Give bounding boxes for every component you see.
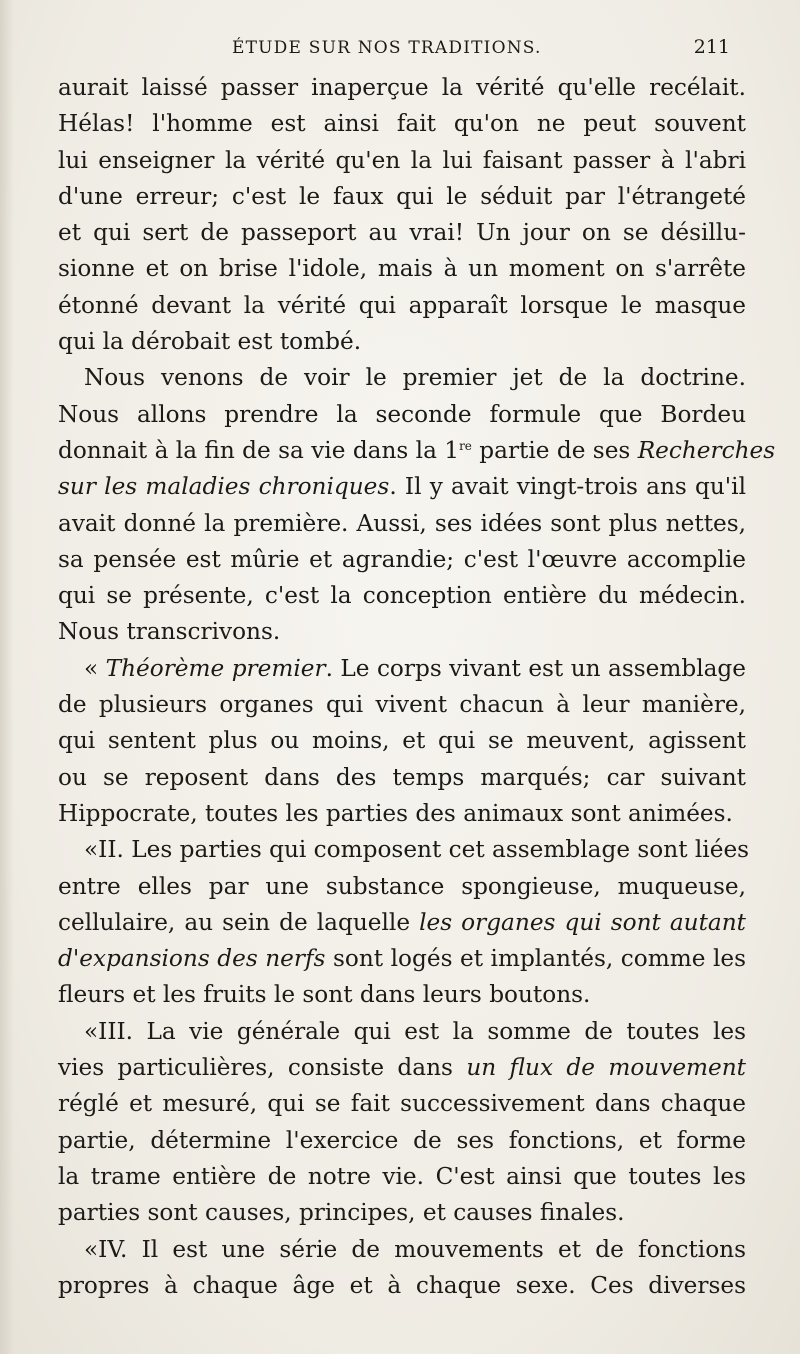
- paragraph-1: [58, 70, 746, 360]
- body-text: [58, 70, 776, 1304]
- text-line: fleurs et les fruits le sont dans leurs boutons.: [58, 981, 591, 1009]
- italic-phrase: les organes qui sont autant: [419, 908, 747, 936]
- text-run: . Le corps vivant est un assemblage: [325, 654, 746, 682]
- paragraph-5: [58, 1014, 746, 1232]
- text-line: étonné devant la vérité qui apparaît lorsque le masque: [58, 291, 746, 319]
- italic-phrase: un flux de mouvement: [466, 1054, 747, 1082]
- italic-phrase: d'expansions des nerfs: [58, 945, 326, 973]
- page-gutter-shadow: [0, 0, 14, 1354]
- text-run: cellulaire, au sein de laquelle: [58, 908, 420, 936]
- text-line: Nous transcrivons.: [58, 618, 281, 646]
- text-line: la trame entière de notre vie. C'est ainsi que toutes les: [58, 1162, 746, 1190]
- text-run: donnait à la fin de sa vie dans la 1: [58, 436, 460, 464]
- text-line: sionne et on brise l'idole, mais à un moment on s'arrête: [58, 255, 746, 283]
- text-line: qui la dérobait est tombé.: [58, 328, 362, 356]
- text-line: aurait laissé passer inaperçue la vérité qu'elle recélait.: [58, 74, 746, 101]
- paragraph-6: [58, 1232, 746, 1305]
- text-line: lui enseigner la vérité qu'en la lui faisant passer à l'abri: [58, 146, 746, 174]
- text-line: entre elles par une substance spongieuse, muqueuse,: [58, 872, 746, 900]
- text-line: «II. Les parties qui composent cet assemblage sont liées: [84, 836, 750, 864]
- text-run: vies particulières, consiste dans: [58, 1054, 467, 1082]
- text-line: [58, 941, 746, 977]
- text-line: partie, détermine l'exercice de ses fonctions, et forme: [58, 1126, 746, 1154]
- text-line: de plusieurs organes qui vivent chacun à leur manière,: [58, 691, 746, 719]
- text-line: propres à chaque âge et à chaque sexe. Ces diverses: [58, 1271, 746, 1299]
- text-line: [58, 905, 746, 941]
- italic-title: sur les maladies chroniques: [58, 473, 390, 501]
- text-line: [58, 433, 776, 469]
- text-line: [58, 651, 746, 687]
- text-line: qui sentent plus ou moins, et qui se meuvent, agissent: [58, 727, 746, 755]
- text-line: «III. La vie générale qui est la somme de toutes les: [84, 1017, 746, 1045]
- paragraph-2: [58, 360, 776, 650]
- text-line: réglé et mesuré, qui se fait successivement dans chaque: [58, 1090, 746, 1118]
- text-line: sa pensée est mûrie et agrandie; c'est l'œuvre accomplie: [58, 545, 746, 573]
- text-line: Nous allons prendre la seconde formule que Bordeu: [58, 400, 746, 428]
- superscript-ordinal: re: [459, 438, 472, 453]
- text-line: «IV. Il est une série de mouvements et de fonctions: [84, 1235, 746, 1263]
- text-line: avait donné la première. Aussi, ses idées sont plus nettes,: [58, 509, 746, 537]
- text-line: et qui sert de passeport au vrai! Un jour on se désillu-: [58, 219, 746, 247]
- text-line: d'une erreur; c'est le faux qui le séduit par l'étrangeté: [58, 182, 746, 210]
- text-run: . Il y avait vingt-trois ans qu'il: [389, 473, 747, 501]
- paragraph-4: [58, 832, 750, 1013]
- text-line: ou se reposent dans des temps marqués; car suivant: [58, 763, 746, 791]
- text-line: [58, 1050, 746, 1086]
- text-line: parties sont causes, principes, et causes finales.: [58, 1199, 625, 1227]
- running-header: [232, 36, 730, 58]
- text-line: Hélas! l'homme est ainsi fait qu'on ne peut souvent: [58, 110, 746, 138]
- text-line: Hippocrate, toutes les parties des animaux sont animées.: [58, 799, 733, 827]
- paragraph-3: [58, 651, 746, 832]
- text-run: partie de ses: [471, 436, 638, 464]
- page-number: 211: [693, 36, 730, 58]
- italic-title: Recherches: [637, 436, 776, 464]
- running-title: ÉTUDE SUR NOS TRADITIONS.: [232, 38, 542, 58]
- text-line: [58, 469, 746, 505]
- text-line: Nous venons de voir le premier jet de la doctrine.: [84, 364, 746, 392]
- quote-mark: «: [84, 654, 106, 682]
- text-line: qui se présente, c'est la conception entière du médecin.: [58, 582, 746, 610]
- text-run: sont logés et implantés, comme les: [325, 945, 746, 973]
- theorem-title: Théorème premier: [105, 654, 326, 682]
